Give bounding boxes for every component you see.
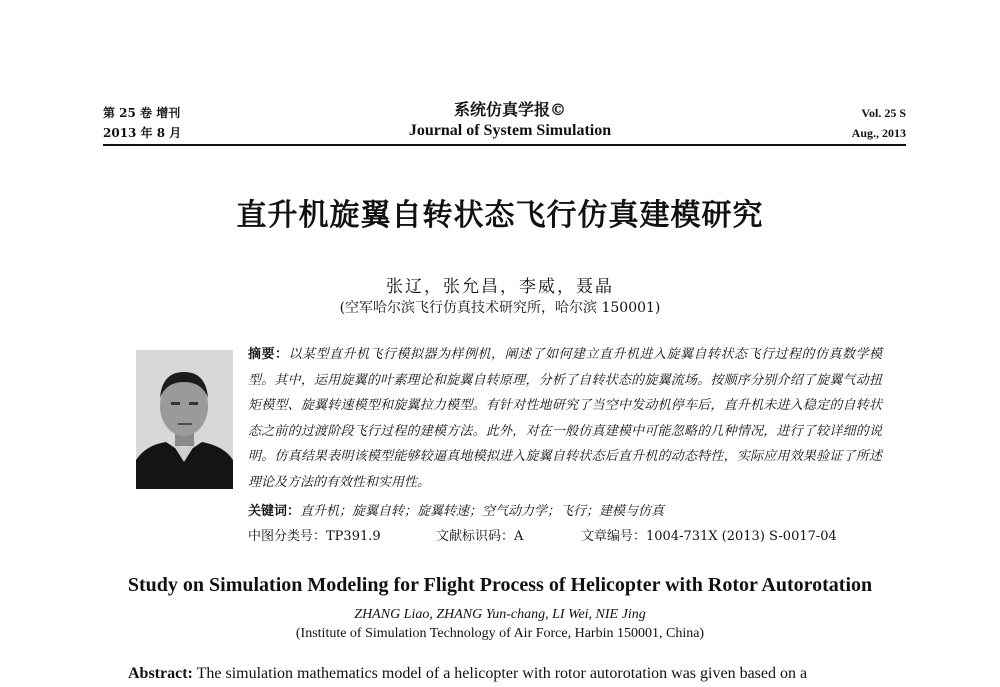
abstract-en bbox=[128, 663, 888, 685]
journal-title-en: Journal of System Simulation bbox=[408, 122, 612, 139]
volume-cn: 第 25 卷 增刊 bbox=[103, 106, 181, 120]
paper-title-cn: 直升机旋翼自转状态飞行仿真建模研究 bbox=[236, 198, 764, 233]
volume-en: Vol. 25 S bbox=[861, 106, 906, 120]
abstract-label-en: Abstract: bbox=[128, 665, 193, 682]
authors-en: ZHANG Liao, ZHANG Yun-chang, LI Wei, NIE Jing bbox=[354, 607, 646, 622]
keywords-label-cn: 关键词： bbox=[248, 504, 301, 519]
abstract-label-cn: 摘要： bbox=[248, 347, 289, 362]
header-rule bbox=[103, 144, 906, 146]
date-cn: 2013 年 8 月 bbox=[103, 126, 182, 140]
clc-number: 中图分类号：TP391.9 bbox=[248, 529, 381, 544]
paper-title-en: Study on Simulation Modeling for Flight Process of Helicopter with Rotor Autorotation bbox=[127, 574, 873, 596]
abstract-text-en: The simulation mathematics model of a helicopter with rotor autorotation was given based on a bbox=[196, 665, 808, 682]
article-id: 文章编号：1004-731X (2013) S-0017-04 bbox=[581, 529, 837, 544]
header-right bbox=[852, 103, 906, 143]
author-photo bbox=[136, 350, 233, 489]
header-center bbox=[360, 99, 660, 141]
affiliation-en: (Institute of Simulation Technology of Air Force, Harbin 150001, China) bbox=[295, 626, 705, 641]
keywords-cn bbox=[248, 502, 888, 522]
date-en: Aug., 2013 bbox=[851, 126, 906, 140]
abstract-text-cn: 以某型直升机飞行模拟器为样例机，阐述了如何建立直升机进入旋翼自转状态飞行过程的仿真数学模型。其中，运用旋翼的叶素理论和旋翼自转原理，分析了自转状态的旋翼流场。按顺序分别介绍了旋翼气动扭矩模型、旋翼转速模型和旋翼拉力模型。有针对性地研究了当空中发动机停车后，直升机未进入稳定的自转状态之前的过渡阶段飞行过程的建模方法。此外，对在一般仿真建模中可能忽略的几种情况，进行了较详细的说明。仿真结果表明该模型能够较逼真地模拟进入旋翼自转状态后直升机的动态特性，实际应用效果验证了所述理论及方法的有效性和实用性。 bbox=[248, 347, 882, 490]
authors-cn: 张辽，张允昌，李威，聂晶 bbox=[386, 277, 614, 297]
document-code: 文献标识码：A bbox=[436, 529, 524, 544]
affiliation-cn: (空军哈尔滨飞行仿真技术研究所，哈尔滨 150001) bbox=[339, 300, 661, 316]
header-left bbox=[103, 103, 181, 143]
journal-title-cn: 系统仿真学报© bbox=[453, 100, 566, 119]
keywords-text-cn: 直升机；旋翼自转；旋翼转速；空气动力学；飞行；建模与仿真 bbox=[300, 504, 665, 519]
abstract-cn bbox=[248, 342, 882, 495]
classification-line bbox=[248, 527, 888, 547]
